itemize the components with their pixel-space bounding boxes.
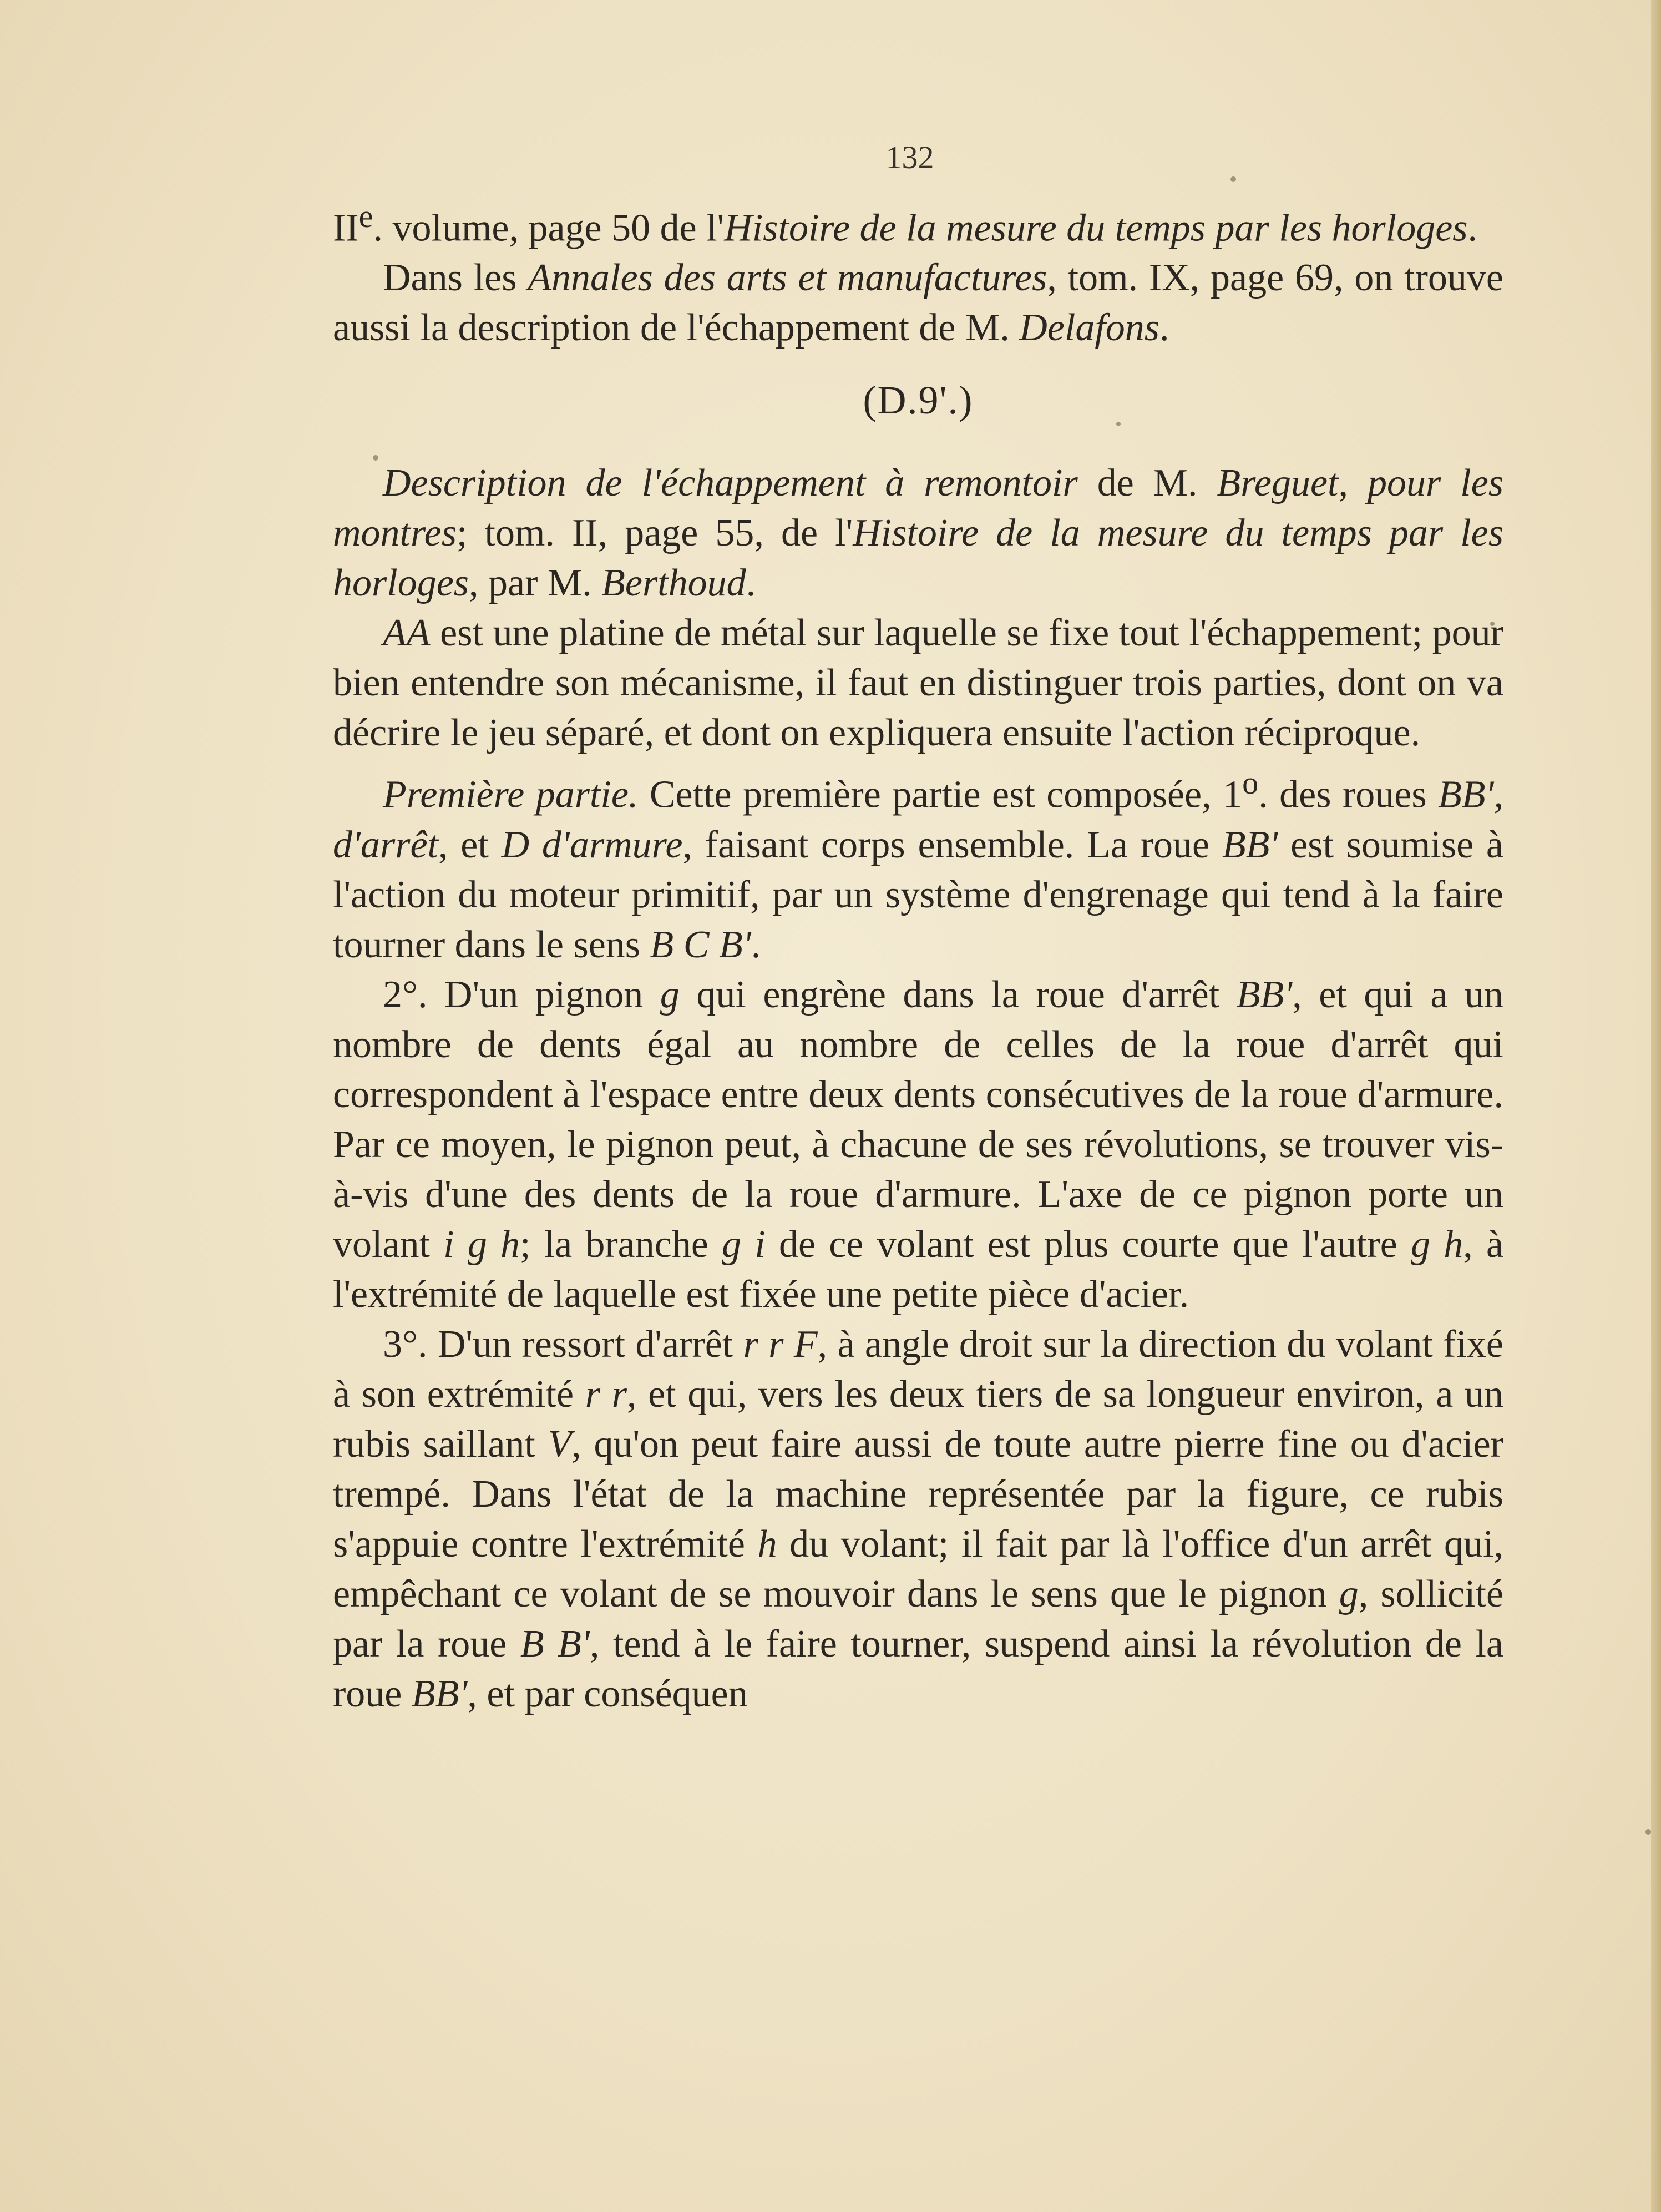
italic-run: r r F	[743, 1322, 818, 1366]
italic-run: BB', d'arrêt	[333, 773, 1504, 866]
text-run: .	[1159, 306, 1169, 350]
italic-run: g	[660, 973, 680, 1016]
text-run: est soumise à l'action du moteur primitif, par un système d'engrenage qui tend à la faire tourner dans le sens	[333, 823, 1503, 966]
text-run: II	[333, 206, 359, 250]
page-edge	[1651, 0, 1661, 2212]
italic-run: Histoire de la mesure du temps par les horloges	[724, 206, 1468, 250]
text-run: . des roues	[1258, 773, 1439, 816]
italic-run: Première partie.	[383, 773, 639, 816]
paper-spot	[1645, 1829, 1651, 1835]
paragraph	[333, 608, 1503, 758]
text-run: , qu'on peut faire aussi de toute autre pierre fine ou d'acier trempé. Dans l'état de la machine représentée par la figure, ce rubis s'appuie contre l'extrémité	[333, 1422, 1503, 1565]
paragraph	[333, 253, 1503, 353]
italic-run: BB'	[411, 1672, 468, 1715]
italic-run: D d'armure	[501, 823, 683, 866]
page-number: 132	[885, 139, 934, 175]
text-run: Cette première partie est composée, 1	[638, 773, 1243, 816]
italic-run: Annales des arts et manufactures	[528, 256, 1047, 300]
paragraph	[333, 1320, 1503, 1719]
text-run: de M.	[1077, 462, 1217, 505]
text-run: . volume, page 50 de l'	[373, 206, 725, 250]
italic-run: r r	[585, 1372, 627, 1416]
text-run: ; tom. II, page 55, de l'	[456, 512, 853, 555]
text-run: .	[751, 923, 761, 966]
italic-run: g i	[722, 1223, 766, 1266]
text-run: ; la branche	[520, 1223, 722, 1266]
italic-run: B B'	[520, 1622, 590, 1665]
text-run: est une platine de métal sur laquelle se fixe tout l'échappement; pour bien entendre son mécanisme, il faut en distinguer trois parties, dont on va décrire le jeu séparé, et dont on expliquera ensuite l'action réciproque.	[333, 612, 1503, 755]
paragraph	[333, 458, 1503, 608]
text-run: , et par conséquen	[467, 1672, 748, 1715]
italic-run: h	[757, 1522, 777, 1565]
text-run: , et qui, vers les deux tiers de sa longueur environ, a un rubis saillant	[333, 1372, 1503, 1466]
text-run: , par M.	[469, 562, 602, 605]
italic-run: g	[1339, 1572, 1359, 1615]
superscript: e	[358, 198, 373, 234]
text-run: qui engrène dans la roue d'arrêt	[679, 973, 1237, 1016]
italic-run: BB'	[1222, 823, 1278, 866]
text-run: 2°. D'un pignon	[383, 973, 660, 1016]
text-run: (D.9'.)	[863, 378, 974, 423]
italic-run: BB'	[1236, 973, 1293, 1016]
text-run: , et	[438, 823, 502, 866]
italic-run: Description de l'échappement à remontoir	[383, 462, 1078, 505]
paragraph	[333, 758, 1503, 969]
text-run: Dans les	[383, 256, 528, 300]
text-run: du volant; il fait par là l'office d'un arrêt qui, empêchant ce volant de se mouvoir dans le sens que le pignon	[333, 1522, 1503, 1615]
text-run: , sollicité par la roue	[333, 1572, 1504, 1665]
text-run: , tom. IX, page 69, on trouve aussi la description de l'échappement de M.	[333, 256, 1503, 350]
italic-run: g h	[1411, 1223, 1463, 1266]
paragraph	[333, 970, 1503, 1320]
text-run: ,	[1338, 462, 1368, 505]
text-run: 3°. D'un ressort d'arrêt	[383, 1322, 743, 1366]
paper-spot	[1230, 176, 1236, 182]
italic-run: V	[548, 1422, 572, 1466]
section-heading	[333, 375, 1503, 425]
text-run: , à l'extrémité de laquelle est fixée une petite pièce d'acier.	[333, 1223, 1504, 1316]
italic-run: i g h	[443, 1223, 520, 1266]
text-run: .	[1467, 206, 1478, 250]
text-run: , faisant corps ensemble. La roue	[682, 823, 1222, 866]
italic-run: Histoire de la mesure du temps par les horloges	[333, 512, 1503, 605]
text-run: , et qui a un nombre de dents égal au nombre de celles de la roue d'arrêt qui correspondent à l'espace entre deux dents consécutives de la roue d'armure. Par ce moyen, le pignon peut, à chacune de ses révolutions, se trouver vis-à-vis d'une des dents de la roue d'armure. L'axe de ce pignon porte un volant	[333, 973, 1503, 1266]
text-run: .	[746, 562, 756, 605]
text-run: de ce volant est plus courte que l'autre	[765, 1223, 1411, 1266]
text-run: , à angle droit sur la direction du volant fixé à son extrémité	[333, 1322, 1503, 1416]
paragraph	[333, 191, 1503, 253]
text-run: , tend à le faire tourner, suspend ainsi la révolution de la roue	[333, 1622, 1503, 1715]
italic-run: AA	[383, 612, 431, 655]
body-text	[333, 191, 1503, 1719]
superscript: o	[1242, 765, 1259, 801]
italic-run: pour les montres	[333, 462, 1503, 555]
italic-run: Delafons	[1019, 306, 1160, 350]
italic-run: Berthoud	[601, 562, 746, 605]
italic-run: B C B'	[650, 923, 751, 966]
italic-run: Breguet	[1217, 462, 1339, 505]
